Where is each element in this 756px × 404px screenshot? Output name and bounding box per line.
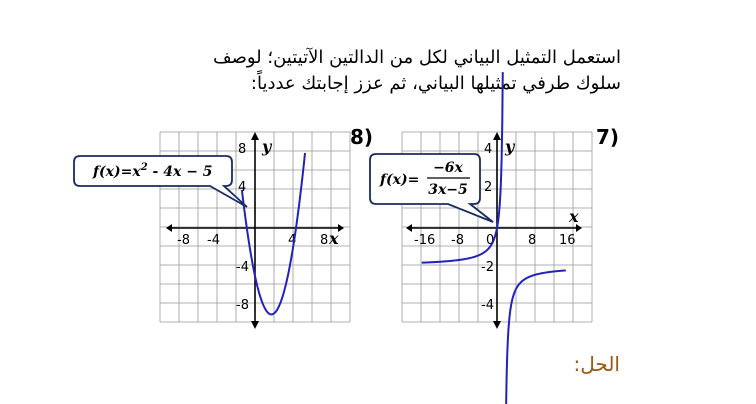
graph-7-ytick: 2 xyxy=(484,180,493,195)
graph-7-function-numerator: −6x xyxy=(433,160,463,176)
graph-7-xtick: -16 xyxy=(414,233,436,248)
graph-7-y-label: y xyxy=(505,137,515,156)
graph-8-ytick: -8 xyxy=(236,298,249,313)
graph-8-y-arrow-down xyxy=(251,321,259,329)
graph-7-curve-right-branch xyxy=(506,270,566,404)
graph-7-xtick: 8 xyxy=(528,233,537,248)
graph-8-xtick: 8 xyxy=(320,233,329,248)
graph-8 xyxy=(74,132,350,329)
graph-8-y-label: y xyxy=(262,137,272,156)
graph-7-x-label: x xyxy=(569,207,579,226)
instructions-line-1: استعمل التمثيل البياني لكل من الدالتين الآتيتين؛ لوصف xyxy=(212,47,621,68)
graph-7-ytick: -4 xyxy=(481,298,494,313)
graph-7-xtick: 16 xyxy=(559,233,576,248)
graph-8-ytick: -4 xyxy=(236,260,249,275)
graph-7-y-arrow-down xyxy=(493,321,501,329)
graph-8-xtick: -4 xyxy=(207,233,220,248)
graph-7-ytick: -2 xyxy=(481,260,494,275)
problem-7-number: 7) xyxy=(596,125,620,149)
instructions-line-2: سلوك طرفي تمثيلها البياني، ثم عزز إجابتك عددياً: xyxy=(250,73,621,94)
graph-8-ytick: 4 xyxy=(238,180,247,195)
graph-8-x-arrow-left xyxy=(166,224,172,232)
graph-7 xyxy=(370,72,592,404)
graph-8-y-arrow-up xyxy=(251,132,259,140)
graph-7-function-denominator: 3x−5 xyxy=(428,182,468,198)
graph-8-curve xyxy=(242,153,305,314)
graph-7-x-arrow-left xyxy=(406,224,412,232)
graph-8-x-label: x xyxy=(329,229,339,248)
graph-8-xtick: -8 xyxy=(177,233,190,248)
graph-7-y-arrow-up xyxy=(493,132,501,140)
problem-8-number: 8) xyxy=(350,125,374,149)
graph-7-ytick: 4 xyxy=(484,142,493,157)
solution-label: الحل: xyxy=(573,352,620,376)
graph-8-function-label: $f(x)=x^2 - 4x - 5$ xyxy=(93,162,213,180)
graph-8-xtick: 4 xyxy=(288,233,297,248)
graph-8-x-arrow-right xyxy=(338,224,344,232)
graph-8-ytick: 8 xyxy=(238,142,247,157)
graph-7-xtick: -8 xyxy=(451,233,464,248)
graph-7-function-lhs: f(x)= xyxy=(380,172,420,188)
graph-7-xtick: 0 xyxy=(486,233,495,248)
